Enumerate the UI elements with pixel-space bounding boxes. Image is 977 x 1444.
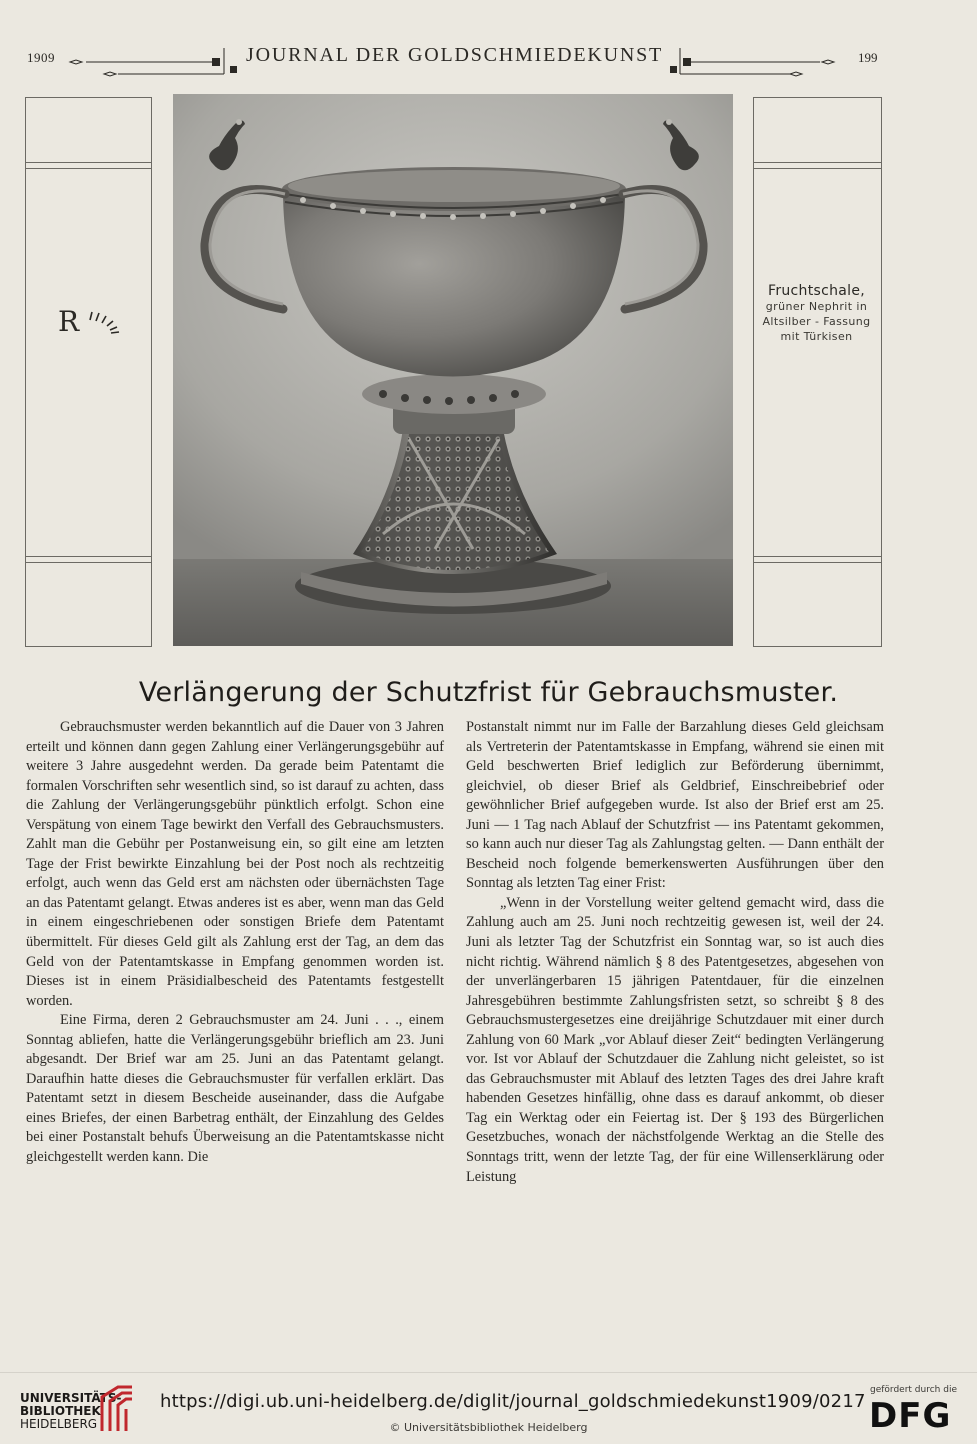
caption-line: grüner Nephrit in [765,300,868,313]
caption-title: Fruchtschale, [767,283,866,299]
library-name-line: UNIVERSITÄTS- [20,1391,122,1405]
left-side-panel [25,97,152,647]
paragraph: Postanstalt nimmt nur im Falle der Barzahlung dieses Geld gleichsam als Vertreterin der Patentamtskasse in Empfang, während sie einen mit Geld beschwerten Brief lediglich zur Beförderung übernimmt, gleichviel, ob dieser Brief als Geldbrief, Einschreibebrief oder gewöhnlicher Brief aufgegeben wurde. Ist also der Brief erst am 25. Juni — 1 Tag nach Ablauf der Schutzfrist — ins Patentamt gekommen, so kann auch nur dieser Tag als Zahlungstag gelten. — Dann enthält der Bescheid noch folgende bemerkenswerten Ausführungen über den Sonntag als letzten Tag einer Frist: [466,719,884,892]
library-name-line: HEIDELBERG [20,1417,98,1431]
library-name-line: BIBLIOTHEK [20,1404,101,1418]
document-url-link[interactable]: https://digi.ub.uni-heidelberg.de/diglit/journal_goldschmiedekunst1909/0217 [160,1391,866,1412]
right-side-panel [753,97,882,647]
artist-monogram: R [58,305,80,338]
copyright-notice: © Universitätsbibliothek Heidelberg [389,1421,588,1434]
caption-line: mit Türkisen [780,330,853,343]
dfg-logo: DFG [869,1396,952,1436]
article-column-right [466,718,884,1187]
photo-caption [753,283,880,344]
caption-line: Altsilber - Fassung [762,315,871,328]
paragraph: Eine Firma, deren 2 Gebrauchsmuster am 24. Juni . . ., einem Sonntag abliefen, hatte die Verlängerungsgebühr brieflich am 23. Juni abgesandt. Der Brief war am 25. Juni an das Patentamt gelangt. Daraufhin hatte dieses die Gebrauchsmuster für verfallen erklärt. Das Patentamt setzt in diesem Bescheide auseinander, dass die Aufgabe eines Briefes, der einen Barbetrag enthält, der Einzahlung des Geldes bei einer Postanstalt behufs Überweisung an die Patentamtskasse nicht gleichgestellt werden kann. Die [26,1012,444,1166]
footer-divider [0,1372,977,1373]
article-headline: Verlängerung der Schutzfrist für Gebrauchsmuster. [138,677,839,708]
journal-title: JOURNAL DER GOLDSCHMIEDEKUNST [246,44,664,66]
funded-by-label: gefördert durch die [870,1385,957,1395]
article-column-left [26,718,444,1168]
monogram-rays-icon [86,308,122,334]
header-year: 1909 [27,50,55,65]
page-number: 199 [858,50,878,65]
paragraph: Gebrauchsmuster werden bekanntlich auf die Dauer von 3 Jahren erteilt und können dann gegen Zahlung einer Verlängerungsgebühr auf weitere 3 Jahre ausgedehnt werden. Da gerade beim Patentamt die formalen Vorschriften sehr wesentlich sind, so ist darauf zu achten, dass die Zahlung der Verlängerungsgebühr pünktlich erfolgt. Schon eine Verspätung von einem Tage bewirkt den Verfall des Gebrauchsmusters. Zahlt man die Gebühr per Postanweisung ein, so gilt eine am letzten Tage der Frist bewirkte Einzahlung bei der Post noch als rechtzeitig erfolgt, auch wenn das Geld erst am nächsten oder übernächsten Tage an das Patentamt gelangt. Etwas anderes ist es aber, wenn man das Geld in einem eingeschriebenen oder sonstigen Briefe dem Patentamt übermittelt. Für dieses Geld gilt als Zahlung erst der Tag, an dem das Geld von der Patentamtskasse in Empfang genommen worden ist. Dieses ist in einem Präsidialbescheid des Patentamts festgestellt worden. [26,719,444,1009]
paragraph: „Wenn in der Vorstellung weiter geltend gemacht wird, dass die Zahlung auch am 25. Juni noch rechtzeitig gewesen ist, weil der 24. Juni als letzter Tag der Schutzfrist ein Sonntag war, so ist auch dies nicht richtig. Während nämlich § 8 des Patentgesetzes, abgesehen von der unverlängerbaren 15 jährigen Patentdauer, für die einzelnen Jahresgebühren bestimmte Zahlungsfristen setzt, so schreibt § 8 des Gebrauchsmustergesetzes eine dreijährige Schutzdauer mit einer durch Zahlung von 60 Mark „vor Ablauf dieser Zeit“ bedingten Verlängerung vor. Ist vor Ablauf der Schutzdauer die Zahlung nicht geleistet, so ist das Gebrauchsmuster mit Ablauf des letzten Tages des drei Jahre kraft habenden Gesetzes hinfällig, ohne dass es darauf ankommt, ob dieser Tag ein Werktag oder ein Feiertag ist. Der § 193 des Bürgerlichen Gesetzbuches, wonach der nächstfolgende Werktag an die Stelle des Sonntags tritt, wenn der letzte Tag, der für eine Willenserklärung oder Leistung [466,894,884,1185]
fruit-bowl-photograph [173,94,733,646]
